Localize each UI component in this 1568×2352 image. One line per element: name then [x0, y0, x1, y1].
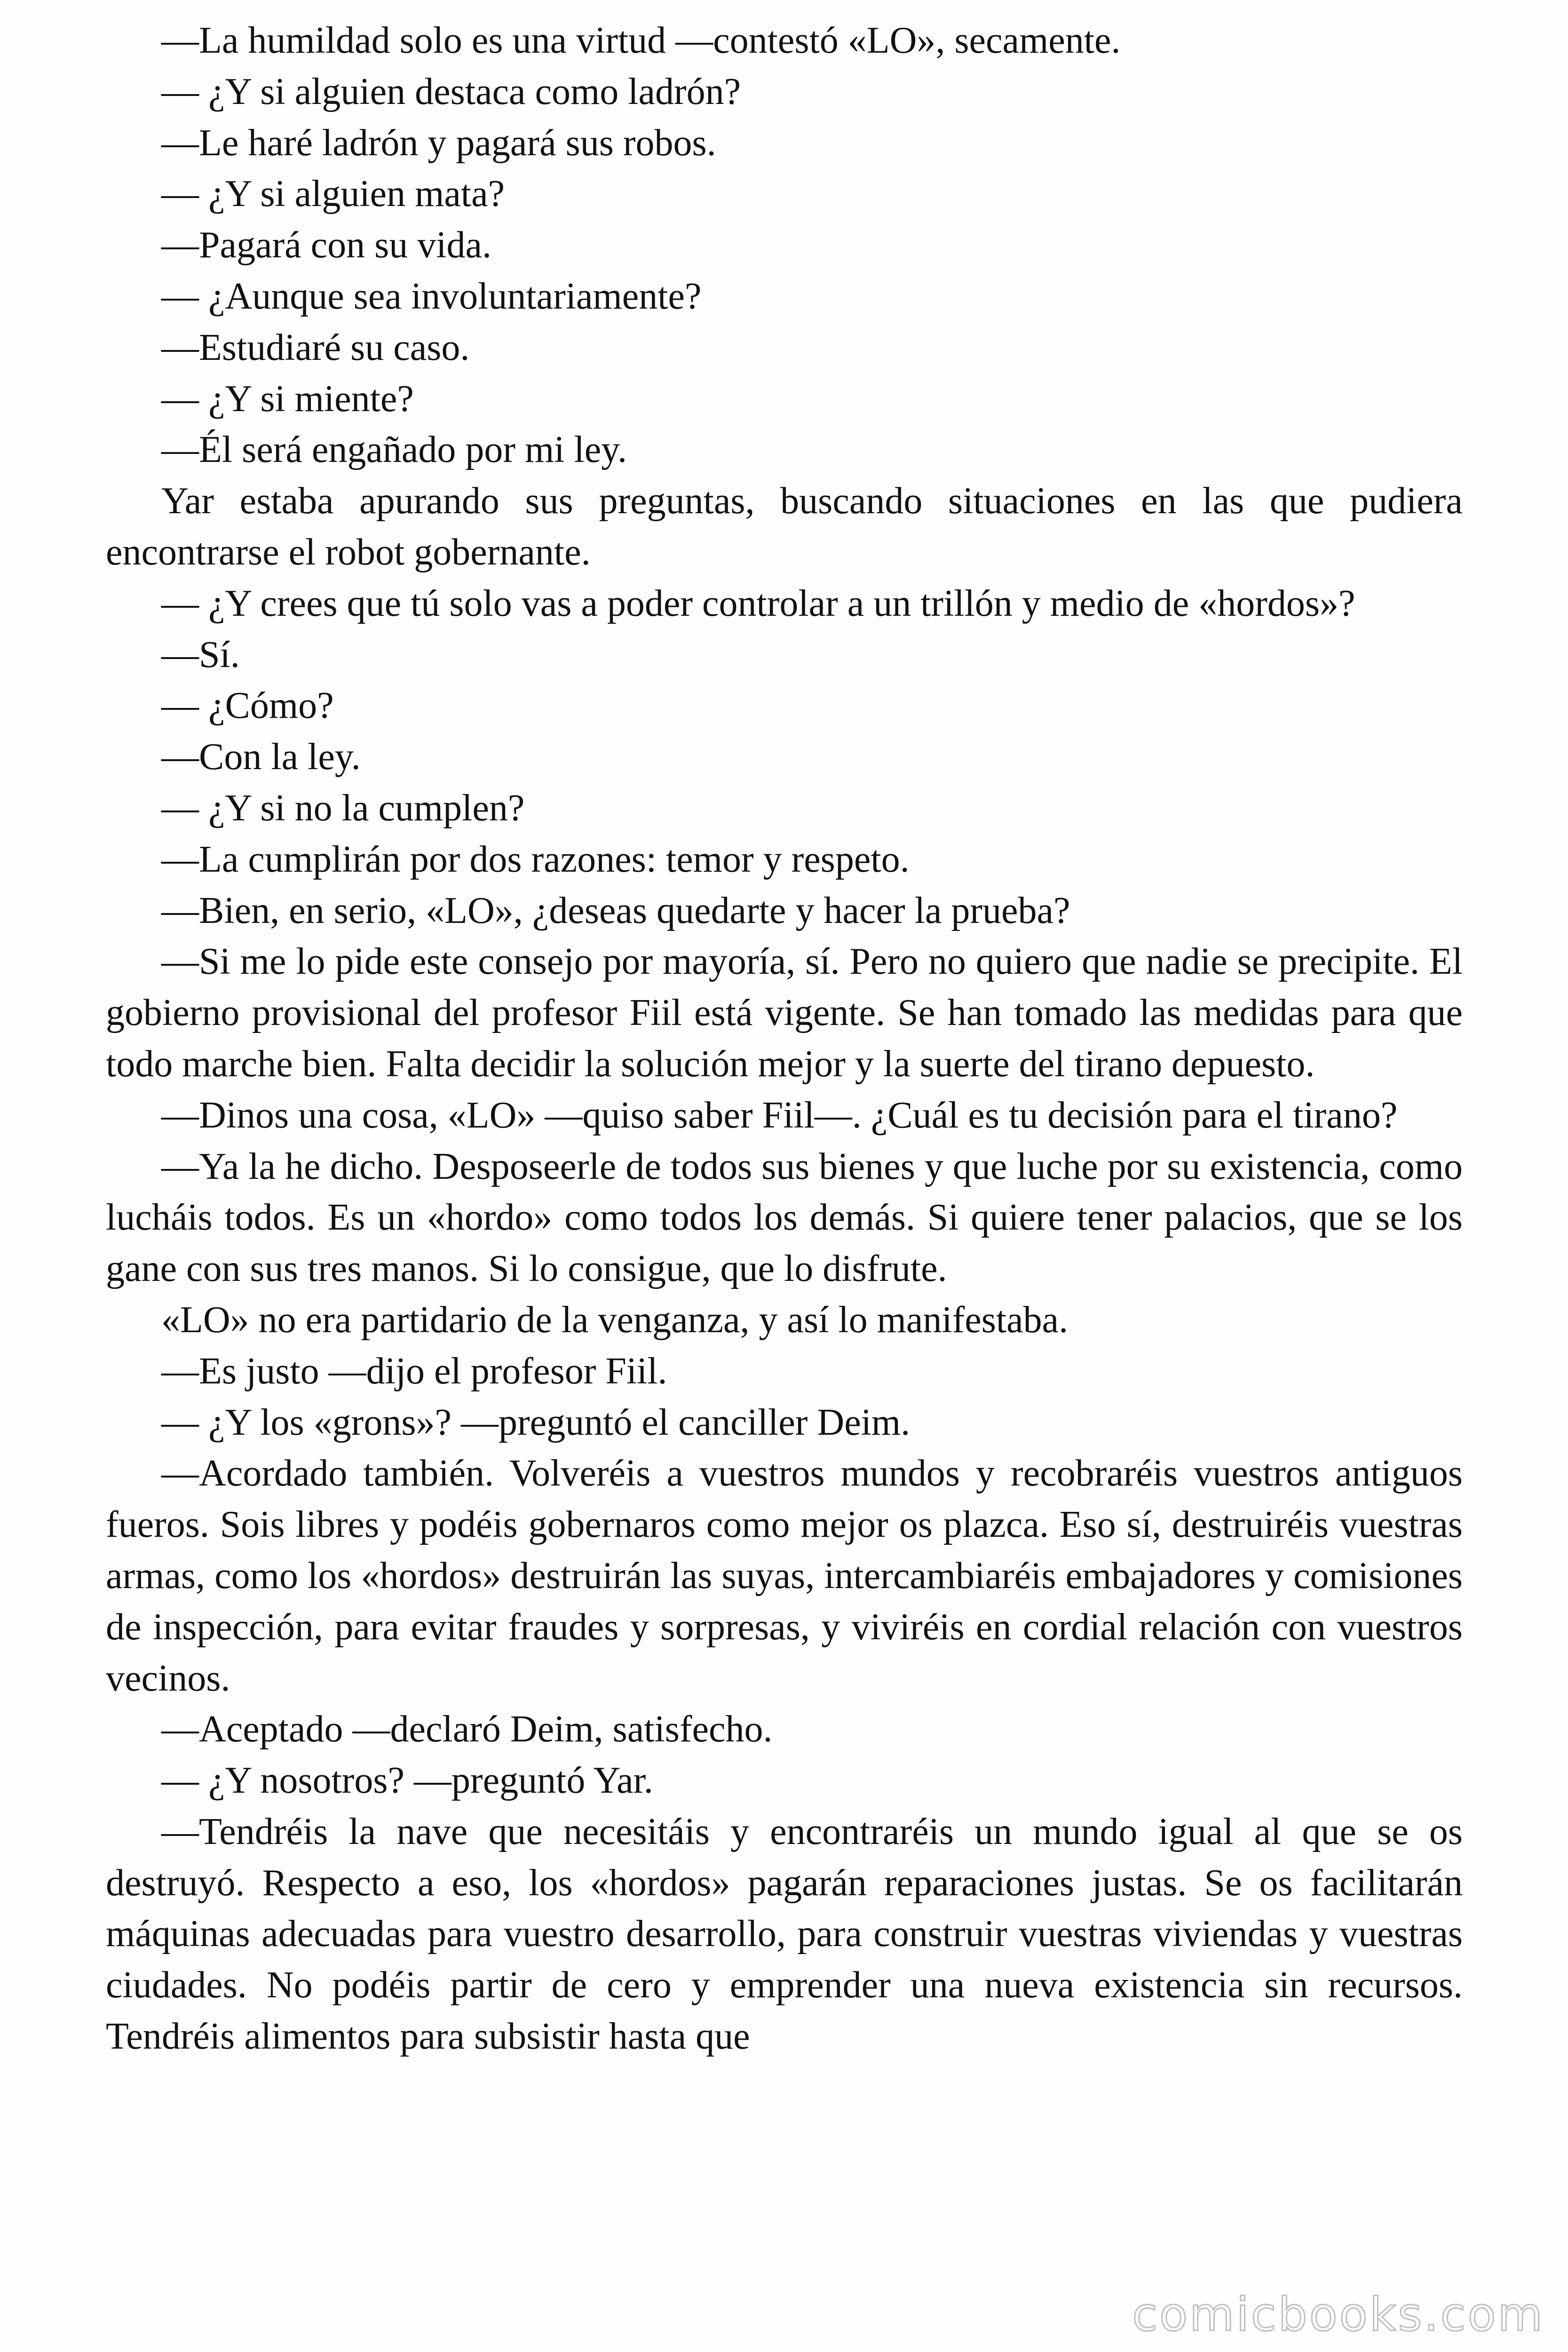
paragraph: —Sí.: [161, 634, 240, 675]
paragraph: —Le haré ladrón y pagará sus robos.: [161, 122, 716, 164]
paragraph: —Pagará con su vida.: [161, 224, 492, 266]
paragraph: —Ya la he dicho. Desposeerle de todos sus bienes y que luche por su existencia, como lucháis todos. Es un «hordo» como todos los demás. Si quiere tener palacios, que se los gane con sus tres manos. Si lo consigue, que lo disfrute.: [106, 1145, 1463, 1290]
paragraph: Yar estaba apurando sus preguntas, buscando situaciones en las que pudiera encontrarse el robot gobernante.: [106, 480, 1463, 573]
paragraph: «LO» no era partidario de la venganza, y así lo manifestaba.: [161, 1299, 1069, 1341]
paragraph: —Con la ley.: [161, 736, 361, 778]
paragraph: —Estudiaré su caso.: [161, 326, 470, 368]
paragraph: — ¿Aunque sea involuntariamente?: [161, 275, 702, 317]
paragraph: — ¿Y los «grons»? —preguntó el canciller Deim.: [161, 1401, 911, 1443]
body-text: [106, 15, 1463, 2062]
paragraph: — ¿Y si miente?: [161, 378, 414, 420]
paragraph: — ¿Y si no la cumplen?: [161, 787, 525, 829]
paragraph: — ¿Y nosotros? —preguntó Yar.: [161, 1760, 653, 1802]
paragraph: —Es justo —dijo el profesor Fiil.: [161, 1350, 667, 1392]
paragraph: — ¿Cómo?: [161, 685, 334, 727]
paragraph: — ¿Y si alguien mata?: [161, 173, 505, 215]
paragraph: —Acordado también. Volveréis a vuestros mundos y recobraréis vuestros antiguos fueros. Sois libres y podéis gobernaros como mejor os plazca. Eso sí, destruiréis vuestras armas, como los «hordos» destruirán las suyas, intercambiaréis embajadores y comisiones de inspección, para evitar fraudes y sorpresas, y viviréis en cordial relación con vuestros vecinos.: [106, 1453, 1463, 1699]
watermark: comicbooks.com: [1132, 2288, 1544, 2342]
paragraph: —Si me lo pide este consejo por mayoría, sí. Pero no quiero que nadie se precipite. El gobierno provisional del profesor Fiil está vigente. Se han tomado las medidas para que todo marche bien. Falta decidir la solución mejor y la suerte del tirano depuesto.: [106, 941, 1463, 1085]
paragraph: — ¿Y si alguien destaca como ladrón?: [161, 71, 741, 112]
paragraph: —Él será engañado por mi ley.: [161, 429, 627, 471]
paragraph: —Dinos una cosa, «LO» —quiso saber Fiil—. ¿Cuál es tu decisión para el tirano?: [161, 1094, 1398, 1136]
paragraph: —Bien, en serio, «LO», ¿deseas quedarte y hacer la prueba?: [161, 890, 1070, 931]
paragraph: — ¿Y crees que tú solo vas a poder controlar a un trillón y medio de «hordos»?: [161, 582, 1355, 624]
paragraph: —La humildad solo es una virtud —contestó «LO», secamente.: [161, 20, 1121, 61]
paragraph: —La cumplirán por dos razones: temor y respeto.: [161, 838, 910, 880]
paragraph: —Tendréis la nave que necesitáis y encontraréis un mundo igual al que se os destruyó. Respecto a eso, los «hordos» pagarán reparaciones justas. Se os facilitarán máquinas adecuadas para vuestro desarrollo, para construir vuestras viviendas y vuestras ciudades. No podéis partir de cero y emprender una nueva existencia sin recursos. Tendréis alimentos para subsistir hasta que: [106, 1811, 1463, 2058]
paragraph: —Aceptado —declaró Deim, satisfecho.: [161, 1708, 773, 1750]
